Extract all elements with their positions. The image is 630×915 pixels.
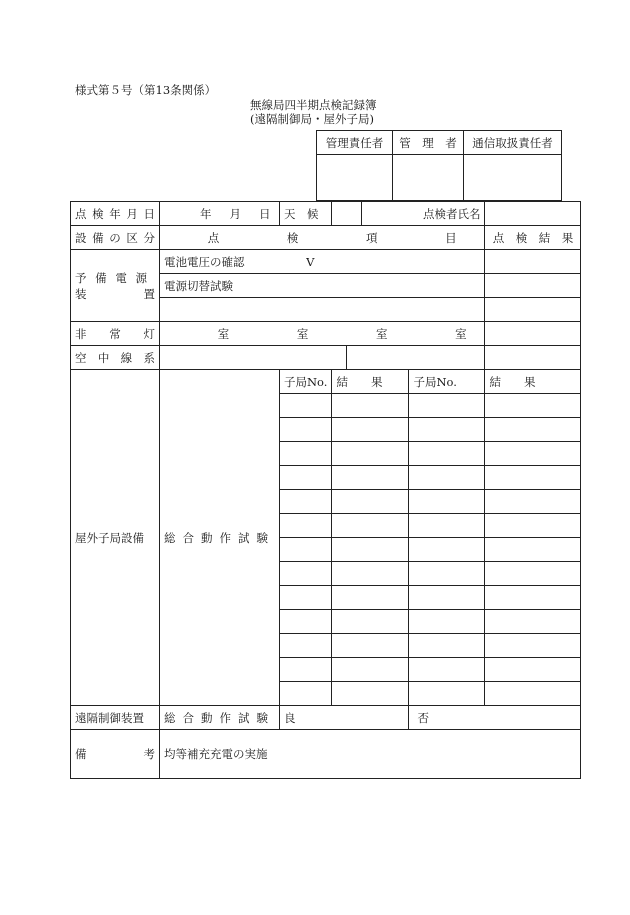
backup-battery-row	[71, 250, 581, 274]
outdoor-label: 屋外子局設備	[71, 370, 160, 706]
sig-box-manager[interactable]	[393, 155, 464, 201]
remote-label: 遠隔制御装置	[71, 706, 160, 730]
battery-check-cell[interactable]	[160, 250, 485, 274]
sig-label-comm-manager: 通信取扱責任者	[464, 131, 562, 155]
year-label: 年	[200, 206, 212, 221]
remote-ok-cell[interactable]	[280, 706, 409, 730]
outdoor-col-result-1: 結 果	[332, 370, 409, 394]
inspector-label: 点検者氏名	[362, 202, 485, 226]
backup-blank-item[interactable]	[160, 298, 485, 322]
outdoor-col-result-2: 結 果	[485, 370, 581, 394]
date-row	[71, 202, 581, 226]
battery-check-result[interactable]	[485, 250, 581, 274]
title-line-1: 無線局四半期点検記録簿	[250, 98, 377, 112]
result-header: 点 検 結 果	[485, 226, 581, 250]
battery-voltage-unit: V	[306, 254, 315, 269]
remote-test-label: 総 合 動 作 試 験	[160, 706, 280, 730]
emergency-rooms[interactable]	[160, 322, 485, 346]
outdoor-header-row	[71, 370, 581, 394]
remarks-row	[71, 730, 581, 779]
remarks-text[interactable]: 均等補充充電の実施	[160, 730, 581, 779]
outdoor-col-station-1: 子局No.	[280, 370, 332, 394]
month-label: 月	[229, 206, 241, 221]
items-header-4: 目	[445, 230, 457, 245]
signature-table	[316, 130, 562, 201]
items-header-1: 点	[207, 230, 220, 245]
form-title	[250, 98, 377, 126]
sig-box-manager-responsible[interactable]	[317, 155, 393, 201]
sig-box-comm-manager[interactable]	[464, 155, 562, 201]
antenna-label: 空 中 線 系	[75, 350, 155, 365]
remote-ng-label: 否	[417, 710, 429, 725]
antenna-item-2[interactable]	[347, 346, 485, 370]
remote-ok-label: 良	[284, 710, 296, 725]
backup-blank-result[interactable]	[485, 298, 581, 322]
remote-control-row	[71, 706, 581, 730]
antenna-item-1[interactable]	[160, 346, 347, 370]
items-header	[160, 226, 485, 250]
emergency-light-result[interactable]	[485, 322, 581, 346]
room-1: 室	[217, 326, 230, 341]
title-line-2: (遠隔制御局・屋外子局)	[250, 112, 374, 126]
items-header-3: 項	[366, 230, 378, 245]
inspector-value[interactable]	[485, 202, 581, 226]
date-label: 点 検 年 月 日	[75, 206, 155, 221]
room-4: 室	[455, 326, 467, 341]
antenna-row	[71, 346, 581, 370]
backup-power-label: 予 備 電 源 装 置	[71, 250, 160, 322]
category-row	[71, 226, 581, 250]
sig-label-manager-responsible: 管理責任者	[317, 131, 393, 155]
remote-ng-cell[interactable]	[409, 706, 581, 730]
inspection-form-table	[70, 201, 581, 779]
day-label: 日	[259, 206, 271, 221]
outdoor-col-station-2: 子局No.	[409, 370, 485, 394]
room-3: 室	[376, 326, 388, 341]
weather-value[interactable]	[332, 202, 362, 226]
backup-label-line1: 予 備 電 源	[75, 270, 155, 285]
room-2: 室	[296, 326, 309, 341]
emergency-light-label: 非 常 灯	[75, 326, 155, 341]
remarks-label: 備 考	[75, 747, 155, 761]
antenna-result[interactable]	[485, 346, 581, 370]
sig-label-manager: 管 理 者	[393, 131, 464, 155]
power-switch-label: 電源切替試験	[160, 274, 485, 298]
outdoor-test-label: 総 合 動 作 試 験	[160, 370, 280, 706]
date-ymd-cell[interactable]	[160, 202, 280, 226]
weather-label: 天 候	[280, 202, 332, 226]
form-number: 様式第５号（第13条関係）	[75, 83, 217, 97]
emergency-light-row	[71, 322, 581, 346]
category-label: 設 備 の 区 分	[75, 230, 155, 245]
items-header-2: 検	[286, 230, 299, 245]
battery-check-label: 電池電圧の確認	[164, 254, 245, 269]
power-switch-result[interactable]	[485, 274, 581, 298]
